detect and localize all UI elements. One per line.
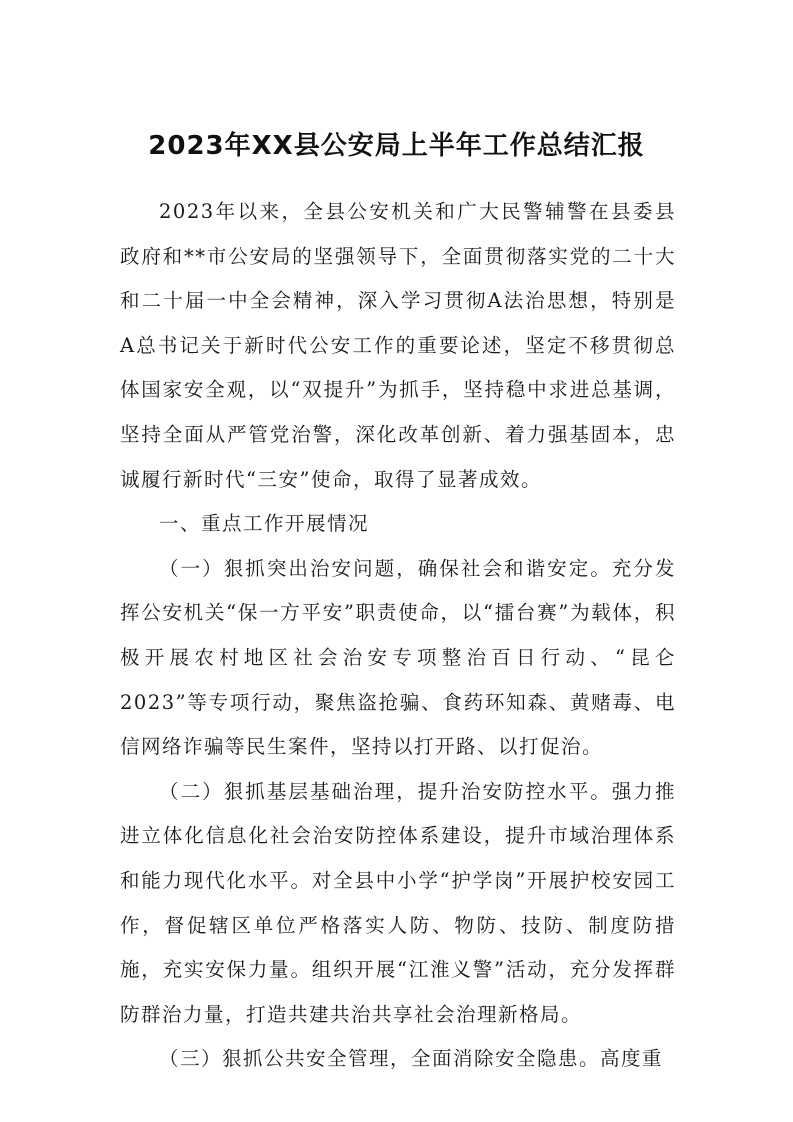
document-title: 2023年XX县公安局上半年工作总结汇报: [148, 131, 645, 161]
document-body: [120, 190, 676, 1082]
paragraph-section-1: （一）狠抓突出治安问题，确保社会和谐安定。充分发挥公安机关“保一方平安”职责使命，以“擂台赛”为载体，积极开展农村地区社会治安专项整治百日行动、“昆仑2023”等专项行动，聚焦盗抢骗、食药环知森、黄赌毒、电信网络诈骗等民生案件，坚持以打开路、以打促治。: [120, 556, 676, 759]
paragraph-section-3: （三）狠抓公共安全管理，全面消除安全隐患。高度重: [159, 1047, 664, 1071]
paragraph-section-2: （二）狠抓基层基础治理，提升治安防控水平。强力推进立体化信息化社会治安防控体系建设，提升市域治理体系和能力现代化水平。对全县中小学“护学岗”开展护校安园工作，督促辖区单位严格落实人防、物防、技防、制度防措施，充实安保力量。组织开展“江淮义警”活动，充分发挥群防群治力量，打造共建共治共享社会治理新格局。: [120, 779, 676, 1026]
intro-paragraph: 2023年以来，全县公安机关和广大民警辅警在县委县政府和**市公安局的坚强领导下，全面贯彻落实党的二十大和二十届一中全会精神，深入学习贯彻A法治思想，特别是A总书记关于新时代公安工作的重要论述，坚定不移贯彻总体国家安全观，以“双提升”为抓手，坚持稳中求进总基调，坚持全面从严管党治警，深化改革创新、着力强基固本，忠诚履行新时代“三安”使命，取得了显著成效。: [120, 200, 676, 491]
section-heading: 一、重点工作开展情况: [159, 512, 370, 536]
